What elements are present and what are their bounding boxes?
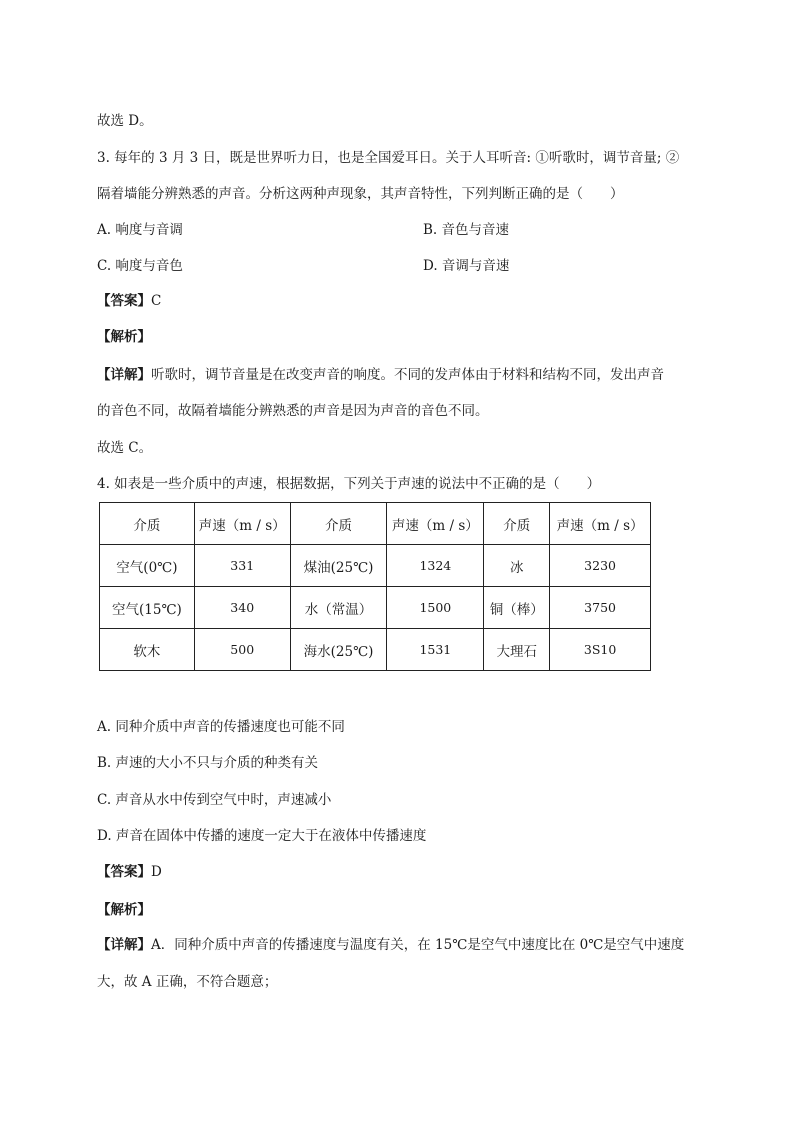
question-4-option-d: D. 声音在固体中传播的速度一定大于在液体中传播速度 (97, 828, 427, 844)
question-3-detail-line2: 的音色不同，故隔着墙能分辨熟悉的声音是因为声音的音色不同。 (97, 403, 489, 419)
table-header-cell: 介质 (484, 503, 550, 545)
question-3-detail-line1 (97, 365, 664, 385)
table-header-cell: 介质 (290, 503, 387, 545)
question-4-detail-line1 (97, 935, 684, 955)
table-header-cell: 声速（m / s） (387, 503, 484, 545)
answer-value: C (151, 293, 162, 309)
table-header-cell: 声速（m / s） (194, 503, 290, 545)
table-cell: 水（常温） (290, 587, 387, 629)
table-cell: 340 (194, 587, 290, 629)
answer-tag: 【答案】 (97, 864, 151, 880)
table-row (100, 587, 651, 629)
table-header-row (100, 503, 651, 545)
table-cell: 大理石 (484, 629, 550, 671)
table-cell: 3S10 (550, 629, 651, 671)
question-3-option-b: B. 音色与音速 (423, 222, 510, 238)
answer-value: D (151, 864, 162, 880)
table-cell: 煤油(25℃) (290, 545, 387, 587)
question-4-detail-line2: 大，故 A 正确，不符合题意； (97, 974, 278, 990)
table-cell: 3230 (550, 545, 651, 587)
question-3-stem-line2: 隔着墙能分辨熟悉的声音。分析这两种声现象，其声音特性，下列判断正确的是（ ） (97, 186, 624, 202)
detail-tag: 【详解】 (97, 937, 151, 953)
table-row (100, 545, 651, 587)
detail-tag: 【详解】 (97, 367, 151, 383)
table-cell: 331 (194, 545, 290, 587)
question-3-stem-line1: 3. 每年的 3 月 3 日，既是世界听力日，也是全国爱耳日。关于人耳听音: ①听歌时，调节音量; ② (97, 150, 680, 166)
table-cell: 铜（棒） (484, 587, 550, 629)
table-cell: 冰 (484, 545, 550, 587)
detail-text: 听歌时，调节音量是在改变声音的响度。不同的发声体由于材料和结构不同，发出声音 (151, 367, 664, 383)
question-3-conclusion: 故选 C。 (97, 440, 153, 456)
question-4-option-c: C. 声音从水中传到空气中时，声速减小 (97, 792, 332, 808)
table-cell: 500 (194, 629, 290, 671)
question-3-option-c: C. 响度与音色 (97, 258, 183, 274)
table-header-cell: 声速（m / s） (550, 503, 651, 545)
answer-tag: 【答案】 (97, 293, 151, 309)
table-cell: 1500 (387, 587, 484, 629)
table-header-cell: 介质 (100, 503, 195, 545)
table-row (100, 629, 651, 671)
question-4-answer (97, 862, 162, 882)
table-cell: 空气(15℃) (100, 587, 195, 629)
table-cell: 1324 (387, 545, 484, 587)
table-cell: 3750 (550, 587, 651, 629)
previous-answer-conclusion: 故选 D。 (97, 113, 153, 129)
question-4-analysis-heading: 【解析】 (97, 902, 151, 918)
table-cell: 空气(0℃) (100, 545, 195, 587)
question-3-analysis-heading: 【解析】 (97, 329, 151, 345)
question-3-option-d: D. 音调与音速 (423, 258, 510, 274)
table-cell: 1531 (387, 629, 484, 671)
question-3-option-a: A. 响度与音调 (97, 222, 183, 238)
sound-speed-table (99, 502, 651, 671)
detail-text: A．同种介质中声音的传播速度与温度有关，在 15℃是空气中速度比在 0℃是空气中速度 (151, 937, 685, 953)
question-4-stem: 4. 如表是一些介质中的声速，根据数据，下列关于声速的说法中不正确的是（ ） (97, 476, 601, 492)
table-cell: 海水(25℃) (290, 629, 387, 671)
question-3-answer (97, 291, 161, 311)
question-4-option-a: A. 同种介质中声音的传播速度也可能不同 (97, 719, 345, 735)
question-4-option-b: B. 声速的大小不只与介质的种类有关 (97, 755, 319, 771)
table-cell: 软木 (100, 629, 195, 671)
